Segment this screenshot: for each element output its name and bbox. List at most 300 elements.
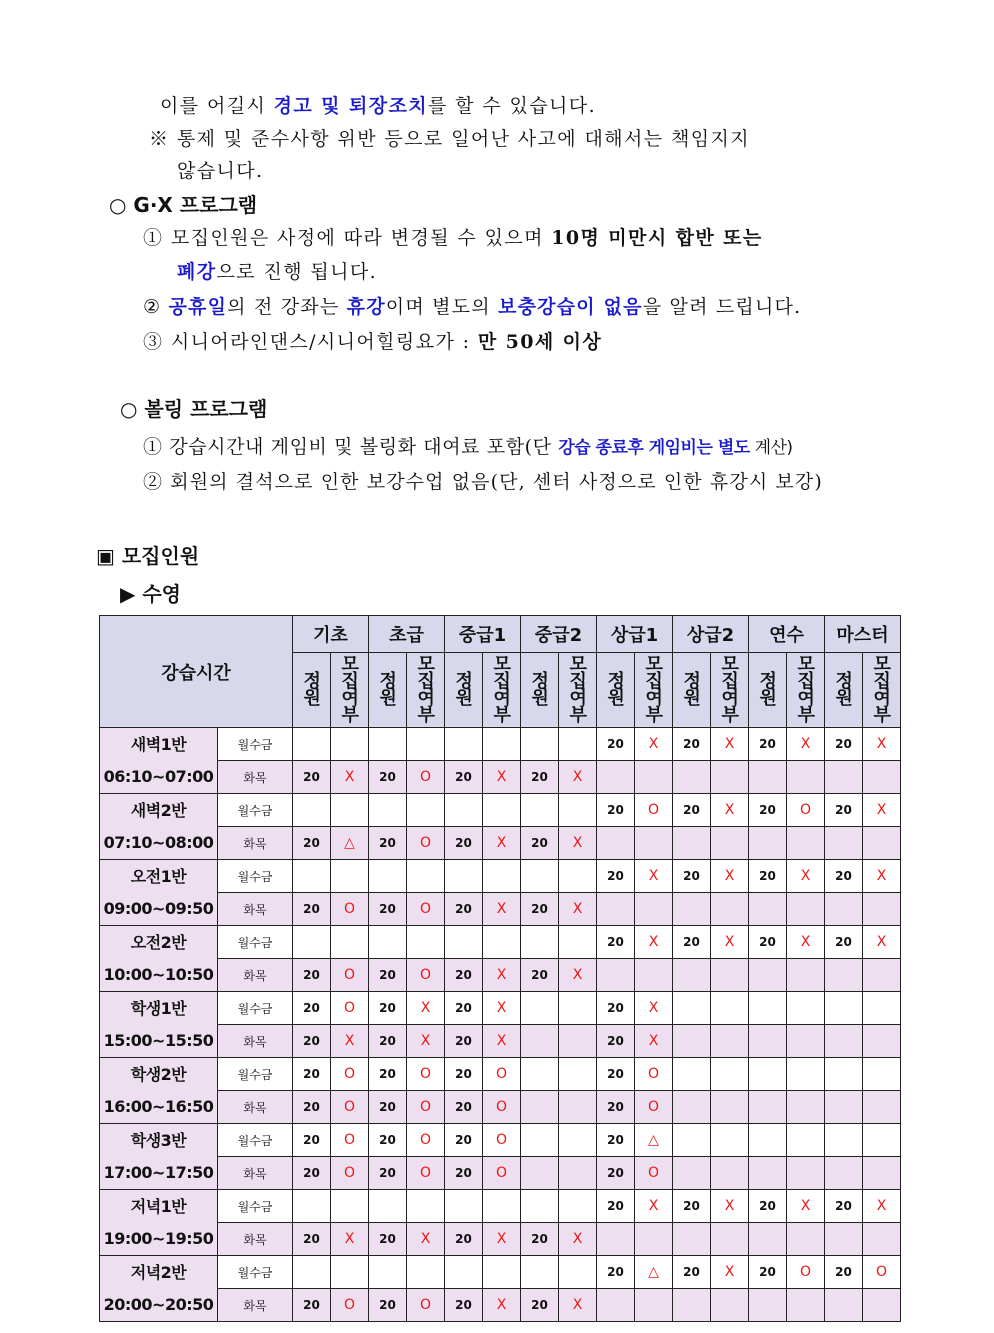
status-cell: X [711,926,749,959]
quota-header: 정원 [521,653,559,728]
quota-cell [521,1124,559,1157]
status-cell: O [407,1091,445,1124]
quota-cell: 20 [597,860,635,893]
status-cell: X [863,926,901,959]
quota-cell: 20 [597,1058,635,1091]
quota-cell [673,1289,711,1322]
status-cell: X [711,794,749,827]
table-row [100,761,901,794]
status-cell [863,1091,901,1124]
status-cell: X [559,761,597,794]
quota-cell [597,893,635,926]
status-cell: O [407,827,445,860]
table-row [100,1256,901,1289]
rules-line1-text: 이를 어길시 [160,95,274,117]
status-cell [787,1157,825,1190]
quota-cell: 20 [369,1091,407,1124]
status-cell [407,1256,445,1289]
status-cell: O [407,1289,445,1322]
quota-cell [521,794,559,827]
status-cell [787,992,825,1025]
table-row [100,1058,901,1091]
quota-cell: 20 [293,827,331,860]
quota-cell [521,992,559,1025]
status-cell: O [407,1058,445,1091]
status-header: 모집여부 [331,653,369,728]
quota-cell: 20 [597,1124,635,1157]
class-name-cell: 학생1반 15:00~15:50 [100,992,218,1058]
quota-cell [673,959,711,992]
quota-cell [445,926,483,959]
status-cell [635,893,673,926]
table-row [100,959,901,992]
quota-cell [825,827,863,860]
quota-cell: 20 [597,1091,635,1124]
status-cell: X [483,1223,521,1256]
quota-cell [521,926,559,959]
class-name-cell: 학생2반 16:00~16:50 [100,1058,218,1124]
quota-cell [597,1289,635,1322]
rules-line1-warning: 경고 및 퇴장조치 [273,95,428,117]
status-cell [863,1025,901,1058]
status-cell [787,1124,825,1157]
quota-cell [597,761,635,794]
quota-cell: 20 [597,1157,635,1190]
status-cell [483,794,521,827]
status-cell: X [331,1025,369,1058]
status-cell: O [407,893,445,926]
quota-cell [749,1157,787,1190]
quota-cell: 20 [293,1091,331,1124]
status-cell [559,794,597,827]
quota-cell [825,893,863,926]
quota-cell [293,1190,331,1223]
quota-cell: 20 [293,1058,331,1091]
status-cell: O [635,1157,673,1190]
time-header: 강습시간 [100,616,293,728]
status-cell: X [407,992,445,1025]
status-cell [483,926,521,959]
status-cell [635,827,673,860]
quota-cell: 20 [749,794,787,827]
quota-cell: 20 [597,1025,635,1058]
quota-cell [749,761,787,794]
quota-cell: 20 [293,1223,331,1256]
status-cell: X [483,893,521,926]
status-cell [635,1289,673,1322]
status-cell: O [483,1091,521,1124]
status-cell: X [635,1190,673,1223]
gx-item2-mid1: 의 전 강좌는 [227,296,347,318]
quota-cell [825,1091,863,1124]
day-cell: 월수금 [218,1256,293,1289]
gx-item2-holiday: 공휴일 [168,296,228,318]
quota-cell: 20 [673,926,711,959]
quota-cell [293,1256,331,1289]
status-cell: X [635,1025,673,1058]
status-cell: O [635,1058,673,1091]
quota-cell: 20 [445,1157,483,1190]
status-cell [863,1157,901,1190]
status-cell [559,1256,597,1289]
table-row [100,1190,901,1223]
status-cell: X [331,761,369,794]
quota-cell [369,926,407,959]
rules-line3: 않습니다. [177,160,264,182]
gx-item3-text: ③ 시니어라인댄스/시니어힐링요가 : [143,331,478,353]
quota-cell: 20 [673,728,711,761]
status-cell: X [483,1025,521,1058]
day-cell: 월수금 [218,992,293,1025]
quota-cell [673,1025,711,1058]
status-cell: X [635,926,673,959]
status-header: 모집여부 [559,653,597,728]
level-header: 상급1 [597,616,673,653]
gx-item2-closure: 휴강 [346,296,386,318]
day-cell: 월수금 [218,860,293,893]
status-cell: O [483,1058,521,1091]
status-header: 모집여부 [407,653,445,728]
quota-cell: 20 [293,761,331,794]
quota-cell [673,1124,711,1157]
status-cell [863,959,901,992]
quota-cell [749,1025,787,1058]
quota-cell: 20 [369,827,407,860]
status-cell: X [635,992,673,1025]
status-cell: X [559,1223,597,1256]
swim-subheading: ▶ 수영 [120,582,181,606]
quota-cell [825,1223,863,1256]
quota-cell [673,992,711,1025]
class-name-cell: 오전2반 10:00~10:50 [100,926,218,992]
status-cell [863,761,901,794]
quota-cell: 20 [825,1190,863,1223]
quota-cell [825,992,863,1025]
status-cell [711,827,749,860]
class-name-cell: 새벽1반 06:10~07:00 [100,728,218,794]
quota-cell: 20 [445,1289,483,1322]
status-cell [711,893,749,926]
quota-cell [749,893,787,926]
quota-cell: 20 [445,1223,483,1256]
quota-cell: 20 [445,893,483,926]
quota-cell: 20 [369,992,407,1025]
quota-cell [749,1124,787,1157]
status-cell [787,1025,825,1058]
status-cell [559,1058,597,1091]
status-cell [863,992,901,1025]
status-cell: O [331,992,369,1025]
quota-cell: 20 [825,794,863,827]
status-cell: X [863,860,901,893]
quota-cell [749,827,787,860]
gx-item2-num: ② [143,296,169,318]
status-cell: O [407,959,445,992]
day-cell: 월수금 [218,728,293,761]
status-cell: △ [331,827,369,860]
status-cell: O [331,1289,369,1322]
status-cell [559,728,597,761]
status-cell: O [331,1157,369,1190]
quota-cell [369,794,407,827]
bowling-item1-tail: 계산) [749,438,793,458]
table-row [100,1289,901,1322]
table-row [100,1223,901,1256]
quota-cell [445,728,483,761]
status-cell [559,992,597,1025]
status-cell: X [483,827,521,860]
status-cell [711,1025,749,1058]
quota-cell [445,860,483,893]
recruit-heading: ▣ 모집인원 [96,544,200,568]
day-cell: 화목 [218,1025,293,1058]
quota-cell: 20 [521,1223,559,1256]
quota-cell [369,728,407,761]
status-cell [559,860,597,893]
quota-cell [597,959,635,992]
quota-cell [597,1223,635,1256]
quota-cell [521,1190,559,1223]
quota-cell: 20 [673,1256,711,1289]
quota-cell [673,1157,711,1190]
quota-cell [825,1124,863,1157]
quota-cell [825,959,863,992]
gx-item2-mid2: 이며 별도의 [385,296,499,318]
quota-cell: 20 [673,860,711,893]
status-cell: X [635,860,673,893]
quota-cell [521,1157,559,1190]
day-cell: 화목 [218,893,293,926]
status-cell: O [483,1124,521,1157]
table-row [100,728,901,761]
status-cell: O [787,794,825,827]
quota-cell: 20 [673,794,711,827]
quota-cell [749,1289,787,1322]
status-cell [559,1157,597,1190]
status-cell [863,1223,901,1256]
status-cell: O [331,1124,369,1157]
status-header: 모집여부 [863,653,901,728]
day-cell: 화목 [218,959,293,992]
status-cell [559,1190,597,1223]
quota-cell: 20 [825,860,863,893]
status-cell: X [483,959,521,992]
bowling-item2: ② 회원의 결석으로 인한 보강수업 없음(단, 센터 사정으로 인한 휴강시 보강) [143,471,823,493]
quota-header: 정원 [597,653,635,728]
status-cell [863,1289,901,1322]
table-row [100,1124,901,1157]
class-name-cell: 저녁2반 20:00~20:50 [100,1256,218,1322]
day-cell: 화목 [218,761,293,794]
quota-cell: 20 [445,827,483,860]
quota-cell [521,860,559,893]
quota-cell: 20 [293,1157,331,1190]
gx-item2-tail: 을 알려 드립니다. [642,296,802,318]
quota-cell: 20 [749,860,787,893]
status-cell: X [863,728,901,761]
quota-header: 정원 [825,653,863,728]
day-cell: 화목 [218,1157,293,1190]
status-cell: △ [635,1256,673,1289]
quota-cell [673,1091,711,1124]
status-header: 모집여부 [483,653,521,728]
status-cell: X [407,1025,445,1058]
status-cell [331,1190,369,1223]
quota-cell: 20 [293,1289,331,1322]
status-cell: X [483,1289,521,1322]
status-cell [711,1124,749,1157]
quota-cell: 20 [521,1289,559,1322]
day-cell: 월수금 [218,1190,293,1223]
status-header: 모집여부 [635,653,673,728]
quota-cell: 20 [293,1025,331,1058]
status-cell [711,959,749,992]
quota-cell [673,1058,711,1091]
status-cell: X [787,860,825,893]
status-cell [787,761,825,794]
gx-item1b-text: 으로 진행 됩니다. [216,261,378,283]
status-cell: X [863,1190,901,1223]
quota-cell: 20 [673,1190,711,1223]
status-cell: X [483,761,521,794]
status-cell [635,959,673,992]
status-cell [483,728,521,761]
status-cell: X [787,728,825,761]
level-header: 중급2 [521,616,597,653]
quota-cell [521,1256,559,1289]
quota-header: 정원 [369,653,407,728]
gx-item3 [143,327,602,354]
status-cell: O [407,761,445,794]
day-cell: 화목 [218,1091,293,1124]
quota-cell [825,1157,863,1190]
status-cell: X [559,893,597,926]
gx-item1-bold: 10명 미만시 합반 또는 [551,227,763,249]
quota-cell [673,1223,711,1256]
quota-cell [825,1025,863,1058]
status-cell [483,860,521,893]
bowling-heading: ○ 볼링 프로그램 [120,397,268,421]
quota-cell: 20 [369,893,407,926]
bowling-item1-blue: 강습 종료후 게임비는 별도 [558,438,750,458]
quota-cell: 20 [597,794,635,827]
quota-cell: 20 [597,728,635,761]
status-cell: O [331,1058,369,1091]
level-header: 연수 [749,616,825,653]
quota-cell: 20 [749,1190,787,1223]
table-row [100,1157,901,1190]
quota-cell: 20 [825,926,863,959]
quota-cell [445,794,483,827]
quota-header: 정원 [293,653,331,728]
status-cell: O [331,1091,369,1124]
quota-header: 정원 [673,653,711,728]
gx-heading: ○ G·X 프로그램 [109,193,258,217]
bowling-item1 [143,432,793,459]
quota-cell [521,728,559,761]
quota-cell [673,893,711,926]
status-cell: X [407,1223,445,1256]
status-cell: O [635,794,673,827]
status-cell [331,794,369,827]
swim-schedule-table [99,615,901,1322]
quota-cell: 20 [369,761,407,794]
status-cell [787,893,825,926]
quota-cell: 20 [749,728,787,761]
status-cell [711,761,749,794]
status-cell [863,893,901,926]
class-name-cell: 오전1반 09:00~09:50 [100,860,218,926]
table-row [100,926,901,959]
status-cell [635,761,673,794]
quota-cell [293,926,331,959]
status-cell [331,1256,369,1289]
quota-cell: 20 [293,959,331,992]
quota-cell: 20 [369,1223,407,1256]
status-cell [711,1223,749,1256]
status-cell [559,926,597,959]
class-name-cell: 저녁1반 19:00~19:50 [100,1190,218,1256]
status-cell: O [407,1124,445,1157]
status-header: 모집여부 [711,653,749,728]
day-cell: 화목 [218,1223,293,1256]
day-cell: 월수금 [218,926,293,959]
status-cell: O [331,893,369,926]
status-cell [711,1058,749,1091]
quota-cell [749,1223,787,1256]
status-cell: X [787,926,825,959]
status-cell [635,1223,673,1256]
quota-cell: 20 [293,992,331,1025]
status-cell [407,728,445,761]
status-cell [787,1223,825,1256]
quota-cell [749,992,787,1025]
quota-cell [749,959,787,992]
quota-header: 정원 [749,653,787,728]
day-cell: 월수금 [218,1124,293,1157]
status-cell [559,1124,597,1157]
status-cell: X [483,992,521,1025]
quota-cell [293,860,331,893]
quota-cell: 20 [597,926,635,959]
status-cell [711,1289,749,1322]
day-cell: 화목 [218,1289,293,1322]
quota-cell [369,1190,407,1223]
level-header: 기초 [293,616,369,653]
status-cell [787,827,825,860]
rules-line1-tail: 를 할 수 있습니다. [427,95,597,117]
status-cell [331,926,369,959]
gx-item2-no-makeup: 보충강습이 없음 [498,296,643,318]
quota-cell [673,761,711,794]
status-cell [483,1190,521,1223]
quota-cell: 20 [597,1190,635,1223]
status-cell: X [559,1289,597,1322]
quota-cell [521,1058,559,1091]
quota-cell [521,1091,559,1124]
quota-cell: 20 [369,1157,407,1190]
quota-cell [445,1256,483,1289]
status-cell [483,1256,521,1289]
status-cell [787,1091,825,1124]
status-cell: X [331,1223,369,1256]
status-cell [331,860,369,893]
rules-line1 [160,91,596,118]
gx-item1b-blue: 폐강 [177,261,217,283]
status-cell: X [863,794,901,827]
quota-cell [369,1256,407,1289]
quota-cell [749,1058,787,1091]
